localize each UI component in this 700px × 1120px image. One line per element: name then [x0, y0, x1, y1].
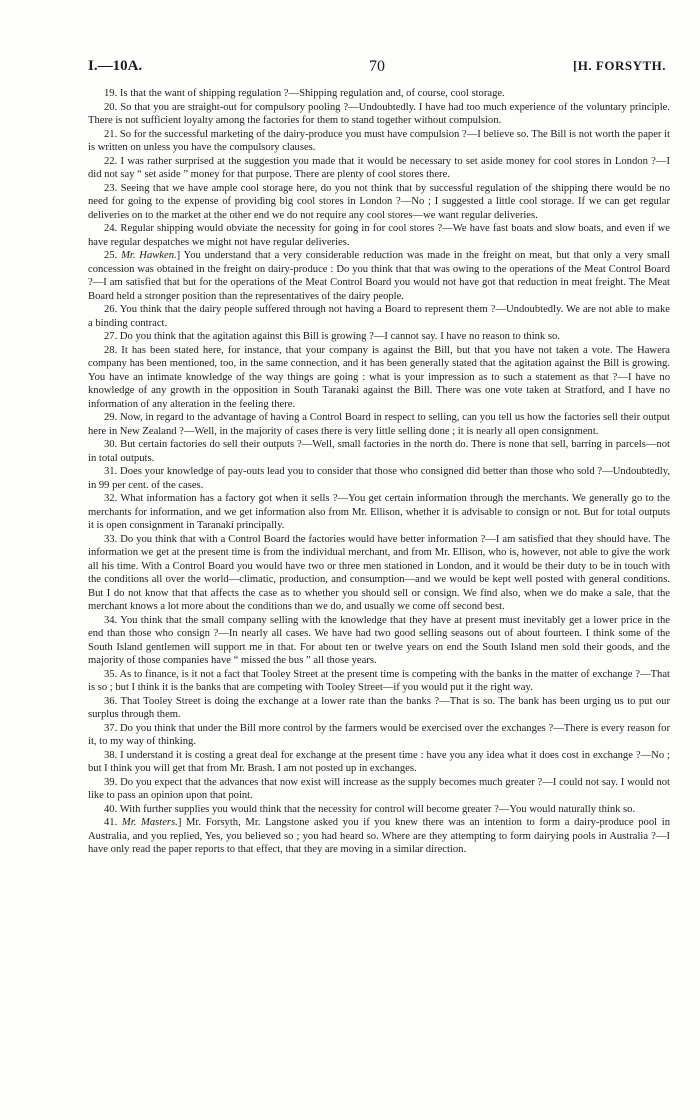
paragraph-24: 24. Regular shipping would obviate the necessity for going in for cool stores ?—We have fast boats and slow boats, and even if we have regular despatches we might not have regular deliveries. — [88, 223, 670, 248]
paragraph-38: 38. I understand it is costing a great deal for exchange at the present time : have you any idea what it does cost in exchange ?—No ; but I think you will get that from Mr. Brash. I am not posted up in exchanges. — [88, 749, 670, 774]
paragraph-21: 21. So for the successful marketing of the dairy-produce you must have compulsion ?—I believe so. The Bill is not worth the paper it is written on unless you have the compulsory clauses. — [88, 128, 670, 153]
paragraph-29: 29. Now, in regard to the advantage of having a Control Board in respect to selling, can you tell us how the factories sell their output here in New Zealand ?—Well, in the majority of cases there is very little selling done ; it is nearly all open consignment. — [88, 412, 670, 437]
paragraph-37: 37. Do you think that under the Bill more control by the farmers would be exercised over the exchanges ?—There is every reason for it, to my way of thinking. — [88, 722, 670, 747]
document-body — [88, 87, 670, 857]
paragraph-31: 31. Does your knowledge of pay-outs lead you to consider that those who consigned did better than those who sold ?—Undoubtedly, in 99 per cent. of the cases. — [88, 466, 670, 491]
paragraph-25: 25. Mr. Hawken.] You understand that a very considerable reduction was made in the freight on meat, but that only a very small concession was obtained in the freight on dairy-produce : Do you think that that was owing to the operations of the Meat Control Board ?—I am satisfied that but for the operations of the Meat Control Board you would not have got that reduction in meat freight. The Meat Board held a stronger position than the representatives of the dairy people. — [88, 250, 670, 302]
paragraph-33: 33. Do you think that with a Control Board the factories would have better information ?—I am satisfied that they should have. The information we get at the present time is from the individual merchant, and from Mr. Ellison, who is, however, not able to give the work all his time. With a Control Board you would have two or three men stationed in London, and it would be their duty to be in touch with the conditions all over the world—climatic, production, and consumption—and we would be kept well posted with general conditions. But I do not know that that affects the case as to whether you should sell or consign. We find also, when we do make a sale, that the merchant knows a lot more about the conditions than we do, and usually we come off second best. — [88, 533, 670, 612]
document-reference: I.—10A. — [88, 58, 143, 74]
paragraph-36: 36. That Tooley Street is doing the exchange at a lower rate than the banks ?—That is so. The bank has been urging us to put our surplus through them. — [88, 695, 670, 720]
paragraph-20: 20. So that you are straight-out for compulsory pooling ?—Undoubtedly. I have had too much experience of the voluntary principle. There is not sufficient loyalty among the factories for them to stand together without compulsion. — [88, 101, 670, 126]
witness-name: [H. FORSYTH. — [572, 58, 666, 73]
paragraph-41: 41. Mr. Masters.] Mr. Forsyth, Mr. Langstone asked you if you knew there was an intention to form a dairy-produce pool in Australia, and you replied, Yes, you believed so ; you had heard so. Where are they attempting to form dairying pools in Australia ?—I have only read the paper reports to that effect, that they are moving in a similar direction. — [88, 817, 670, 855]
paragraph-40: 40. With further supplies you would think that the necessity for control will become greater ?—You would naturally think so. — [104, 803, 636, 815]
paragraph-39: 39. Do you expect that the advances that now exist will increase as the supply becomes much greater ?—I could not say. I would not like to pass an opinion upon that point. — [88, 776, 670, 801]
paragraph-34: 34. You think that the small company selling with the knowledge that they have at present must inevitably get a lower price in the end than those who consign ?—In nearly all cases. We have had two good selling seasons out of about fourteen. I think some of the South Island gentlemen will support me in that. For about ten or twelve years on end the South Island men sold their goods, and the majority of those companies have “ missed the bus ” all those years. — [88, 614, 670, 666]
paragraph-27: 27. Do you think that the agitation against this Bill is growing ?—I cannot say. I have no reason to think so. — [104, 331, 560, 342]
paragraph-30: 30. But certain factories do sell their outputs ?—Well, small factories in the north do. There is none that sell, barring in parcels—not in total outputs. — [88, 439, 670, 464]
paragraph-32: 32. What information has a factory got when it sells ?—You get certain information through the merchants. We generally go to the merchants for information, and we get information also from Mr. Ellison, whether it is advisable to consign or not. But for total outputs it is open consignment in Taranaki principally. — [88, 493, 670, 531]
page-header — [88, 58, 666, 80]
paragraph-35: 35. As to finance, is it not a fact that Tooley Street at the present time is competing with the banks in the matter of exchange ?—That is so ; but I think it is the banks that are competing with Tooley Street—if you would put it the right way. — [88, 668, 670, 693]
speaker-name: Mr. Masters. — [121, 817, 178, 828]
paragraph-22: 22. I was rather surprised at the suggestion you made that it would be necessary to set aside money for cool stores in London ?—I did not say “ set aside ” money for that purpose. There are plenty of cool stores there. — [88, 155, 670, 180]
paragraph-28: 28. It has been stated here, for instance, that your company is against the Bill, but that you have not taken a vote. The Hawera company has been mentioned, too, in the same connection, and it has been generally stated that the agitation against the Bill is growing. You have an intimate knowledge of the way things are going : what is your impression as to such a statement as that ?—I have no knowledge of any growth in the opposition in South Taranaki against the Bill. There was one vote taken at Stratford, and I have no information of any alteration in the feeling there. — [88, 344, 670, 410]
speaker-name: Mr. Hawken. — [121, 250, 177, 261]
paragraph-26: 26. You think that the dairy people suffered through not having a Board to represent them ?—Undoubtedly. We are not able to make a binding contract. — [88, 304, 670, 329]
paragraph-23: 23. Seeing that we have ample cool storage here, do you not think that by successful regulation of the shipping there would be no need for going to the expense of providing big cool stores in London ?—No ; I suggested a little cool storage. If we can get regular deliveries on to the market at the other end we do not require any cool stores—we want regular deliveries. — [88, 182, 670, 221]
page-number: 70 — [369, 58, 385, 75]
paragraph-19: 19. Is that the want of shipping regulation ?—Shipping regulation and, of course, cool storage. — [104, 88, 505, 99]
